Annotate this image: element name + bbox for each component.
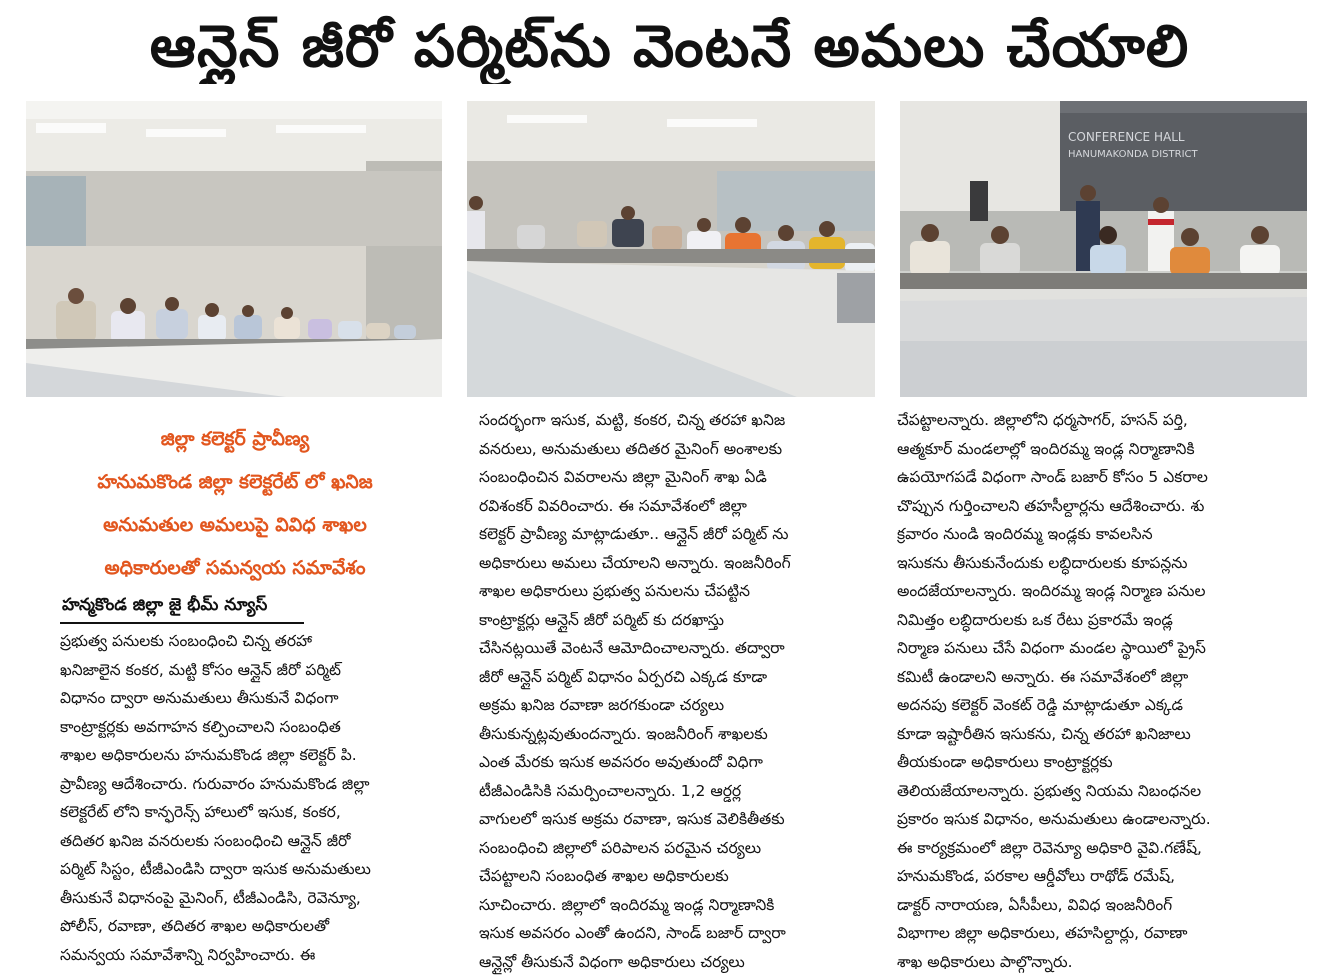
- article-line: తదితర ఖనిజ వనరులకు సంబంధించి ఆన్లైన్ జీరో: [60, 827, 448, 856]
- subheadline-line: జిల్లా కలెక్టర్ ప్రావీణ్య: [40, 418, 430, 461]
- byline-underline: [60, 622, 304, 624]
- headline: ఆన్లైన్ జీరో పర్మిట్‌ను వెంటనే అమలు చేయాలి: [0, 8, 1339, 84]
- meeting-photo-3: [900, 101, 1307, 397]
- subheadline-line: అనుమతుల అమలుపై వివిధ శాఖల: [40, 504, 430, 547]
- article-line: ఎంత మేరకు ఇసుక అవసరం అవుతుందో విధిగా: [479, 748, 879, 777]
- byline: హన్మకొండ జిల్లా జై భీమ్ న్యూస్: [62, 592, 312, 618]
- article-line: కమిటీ ఉండాలని అన్నారు. ఈ సమావేశంలో జిల్లా: [897, 663, 1313, 692]
- article-line: తీసుకునే విధానంపై మైనింగ్, టీజీఎండిసి, రెవెన్యూ,: [60, 884, 448, 913]
- article-line: పోలీస్, రవాణా, తదితర శాఖల అధికారులతో: [60, 912, 448, 941]
- article-line: తీసుకున్నట్లవుతుందన్నారు. ఇంజనీరింగ్ శాఖలకు: [479, 720, 879, 749]
- article-line: తెలియజేయాలన్నారు. ప్రభుత్వ నియమ నిబంధనల: [897, 777, 1313, 806]
- article-line: అధికారులు అమలు చేయాలని అన్నారు. ఇంజనీరింగ్: [479, 549, 879, 578]
- article-line: శాఖల అధికారులు ప్రభుత్వ పనులను చేపట్టిన: [479, 577, 879, 606]
- article-line: సమన్వయ సమావేశాన్ని నిర్వహించారు. ఈ: [60, 941, 448, 970]
- article-line: రవిశంకర్ వివరించారు. ఈ సమావేశంలో జిల్లా: [479, 492, 879, 521]
- article-line: నిర్మాణ పనులు చేసే విధంగా మండల స్థాయిలో ప్రైస్: [897, 634, 1313, 663]
- article-line: ఇసుకను తీసుకునేందుకు లబ్ధిదారులకు కూపన్లను: [897, 549, 1313, 578]
- article-line: కాంట్రాక్టర్లకు అవగాహన కల్పించాలని సంబంధిత: [60, 713, 448, 742]
- article-line: హనుమకొండ, పరకాల ఆర్డీవోలు రాథోడ్ రమేష్,: [897, 862, 1313, 891]
- article-line: శాఖల అధికారులను హనుమకొండ జిల్లా కలెక్టర్ పి.: [60, 741, 448, 770]
- article-line: విధానం ద్వారా అనుమతులు తీసుకునే విధంగా: [60, 684, 448, 713]
- wall-sign-line1: CONFERENCE HALL: [1068, 130, 1185, 144]
- article-line: ఉపయోగపడే విధంగా సాండ్ బజార్ కోసం 5 ఎకరాల: [897, 463, 1313, 492]
- article-column-3: [897, 406, 1313, 976]
- article-line: టీజీఎండిసికి సమర్పించాలన్నారు. 1,2 ఆర్డర్ల: [479, 777, 879, 806]
- article-line: నిమిత్తం లబ్ధిదారులకు ఒక రేటు ప్రకారమే ఇండ్ల: [897, 606, 1313, 635]
- article-line: చేపట్టాలని సంబంధిత శాఖల అధికారులకు: [479, 862, 879, 891]
- article-line: సందర్భంగా ఇసుక, మట్టి, కంకర, చిన్న తరహా ఖనిజ: [479, 406, 879, 435]
- meeting-photo-2: [467, 101, 875, 397]
- article-line: డాక్టర్ నారాయణ, ఏసీపీలు, వివిధ ఇంజనీరింగ్: [897, 891, 1313, 920]
- article-line: ప్రకారం ఇసుక విధానం, అనుమతులు ఉండాలన్నారు.: [897, 805, 1313, 834]
- article-line: జీరో ఆన్లైన్ పర్మిట్ విధానం ఏర్పరచి ఎక్కడ కూడా: [479, 663, 879, 692]
- article-line: చేసినట్లయితే వెంటనే ఆమోదించాలన్నారు. తద్వారా: [479, 634, 879, 663]
- article-line: తీయకుండా అధికారులు కాంట్రాక్టర్లకు: [897, 748, 1313, 777]
- article-line: కలెక్టర్ ప్రావీణ్య మాట్లాడుతూ.. ఆన్లైన్ జీరో పర్మిట్ ను: [479, 520, 879, 549]
- subheadline-line: అధికారులతో సమన్వయ సమావేశం: [40, 547, 430, 590]
- article-line: ఖనిజాలైన కంకర, మట్టి కోసం ఆన్లైన్ జీరో పర్మిట్: [60, 656, 448, 685]
- subheadline-line: హనుమకొండ జిల్లా కలెక్టరేట్ లో ఖనిజ: [40, 461, 430, 504]
- article-line: వనరులు, అనుమతులు తదితర మైనింగ్ అంశాలకు: [479, 435, 879, 464]
- article-line: సంబంధించి జిల్లాలో పరిపాలన పరమైన చర్యలు: [479, 834, 879, 863]
- article-line: చొప్పున గుర్తించాలని తహసీల్దార్లను ఆదేశించారు. శు: [897, 492, 1313, 521]
- article-line: అదనపు కలెక్టర్ వెంకట్ రెడ్డి మాట్లాడుతూ ఎక్కడ: [897, 691, 1313, 720]
- article-line: సూచించారు. జిల్లాలో ఇందిరమ్మ ఇండ్ల నిర్మాణానికి: [479, 891, 879, 920]
- article-line: కాంట్రాక్టర్లు ఆన్లైన్ జీరో పర్మిట్ కు దరఖాస్తు: [479, 606, 879, 635]
- article-column-1: [60, 627, 448, 969]
- meeting-photo-1: [26, 101, 442, 397]
- article-line: అందజేయాలన్నారు. ఇందిరమ్మ ఇండ్ల నిర్మాణ పనుల: [897, 577, 1313, 606]
- subheadline: [40, 418, 430, 590]
- article-line: కూడా ఇష్టారీతిన ఇసుకను, చిన్న తరహా ఖనిజాలు: [897, 720, 1313, 749]
- article-line: విభాగాల జిల్లా అధికారులు, తహసిల్దార్లు, రవాణా: [897, 919, 1313, 948]
- article-line: సంబంధించిన వివరాలను జిల్లా మైనింగ్ శాఖ ఏడి: [479, 463, 879, 492]
- article-line: ఇసుక అవసరం ఎంతో ఉందని, సాండ్ బజార్ ద్వారా: [479, 919, 879, 948]
- article-column-2: [479, 406, 879, 976]
- article-line: క్రవారం నుండి ఇందిరమ్మ ఇండ్లకు కావలసిన: [897, 520, 1313, 549]
- article-line: ప్రావీణ్య ఆదేశించారు. గురువారం హనుమకొండ జిల్లా: [60, 770, 448, 799]
- article-line: ప్రభుత్వ పనులకు సంబంధించి చిన్న తరహా: [60, 627, 448, 656]
- article-line: ఈ కార్యక్రమంలో జిల్లా రెవెన్యూ అధికారి వైవి.గణేష్,: [897, 834, 1313, 863]
- article-line: ఆన్లైన్లో తీసుకునే విధంగా అధికారులు చర్యలు: [479, 948, 879, 976]
- wall-sign-line2: HANUMAKONDA DISTRICT: [1068, 149, 1199, 160]
- article-line: కలెక్టరేట్ లోని కాన్ఫరెన్స్ హాలులో ఇసుక, కంకర,: [60, 798, 448, 827]
- article-line: పర్మిట్ సిస్టం, టీజీఎండిసి ద్వారా ఇసుక అనుమతులు: [60, 855, 448, 884]
- article-line: శాఖ అధికారులు పాల్గొన్నారు.: [897, 948, 1313, 976]
- article-line: అక్రమ ఖనిజ రవాణా జరగకుండా చర్యలు: [479, 691, 879, 720]
- article-line: వాగులలో ఇసుక అక్రమ రవాణా, ఇసుక వెలికితీతకు: [479, 805, 879, 834]
- article-line: చేపట్టాలన్నారు. జిల్లాలోని ధర్మసాగర్, హసన్ పర్తి,: [897, 406, 1313, 435]
- article-line: ఆత్మకూర్ మండలాల్లో ఇందిరమ్మ ఇండ్ల నిర్మాణానికి: [897, 435, 1313, 464]
